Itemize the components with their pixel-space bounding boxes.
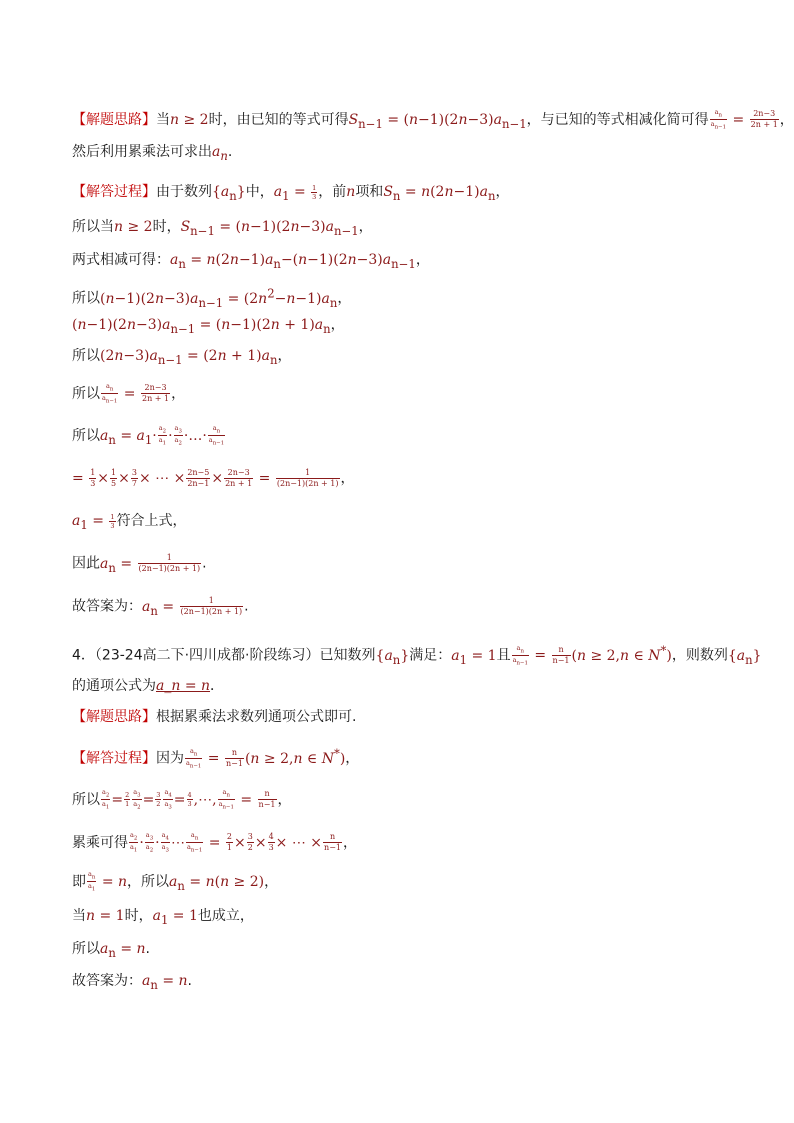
q4-process-line-6: 所以$a_n = n$. [72,941,150,960]
q3-process-line-10: $a_1$ = $\frac{1}{3}$ 符合上式， [72,512,187,532]
q3-process-line-9: = $\frac{1}{3}$ × $\frac{1}{5}$ × $\frac{3}{7}$ × ⋯ × $\frac{2n-5}{2n-1}$ × $\frac{2n-3}{2n + 1}$ = $\frac{1}{(2n-1)(2n + 1)}$ ， [72,468,355,488]
q4-process-line-4: 即 $\frac{a_n}{a_1}$ = n，所以$a_n = n(n \ge 2)$， [72,870,279,893]
solve-idea-tag: 【解题思路】 [72,111,156,128]
solve-process-tag: 【解答过程】 [72,184,156,200]
q3-process-line-7: 所以 $\frac{a_n}{a_{n-1}}$ = $\frac{2n-3}{2n + 1}$ ， [72,382,186,405]
q3-process-line-8: 所以$a_n = a_1\cdot$ $\frac{a_2}{a_1}$ · $\frac{a_3}{a_2}$ ·…· $\frac{a_n}{a_{n-1}}$ [72,424,225,447]
q3-idea-line-1: 【解题思路】当n ≥ 2时，由已知的等式可得$S_{n-1} = (n-1)(2n-3)a_{n-1}$，与已知的等式相减化简可得 $\frac{a_n}{a_{n-1}}$ = $\frac{2n-3}{2n + 1}$ ， [72,108,794,131]
q3-process-line-4: 所以$(n-1)(2n-3)a_{n-1} = (2n^2-n-1)a_n$， [72,286,352,310]
q4-idea-line: 【解题思路】根据累乘法求数列通项公式即可. [72,709,357,725]
q3-process-line-1: 【解答过程】由于数列$\{a_n\}$中，$a_1$ = $\frac{1}{3}$ ，前n项和$S_n = n(2n-1)a_n$， [72,183,510,203]
q4-process-line-1: 【解答过程】因为 $\frac{a_n}{a_{n-1}}$ = $\frac{n}{n-1}$ (n ≥ 2,n ∈ N*)， [72,746,360,770]
question-source: （23-24高二下·四川成都·阶段练习） [94,647,320,664]
q4-stem-line-1: 4．（23-24高二下·四川成都·阶段练习）已知数列$\{a_n\}$满足：$a_1 = 1$且 $\frac{a_n}{a_{n-1}}$ = $\frac{n}{n-1}$ (n ≥ 2,n ∈ N*)，则数列$\{a_n\}$ [72,643,762,667]
q3-process-line-6: 所以$(2n-3)a_{n-1} = (2n + 1)a_n$， [72,348,292,367]
q3-process-line-5: $(n-1)(2n-3)a_{n-1} = (n-1)(2n + 1)a_n$， [72,317,345,336]
q4-process-line-2: 所以 $\frac{a_2}{a_1}$ = $\frac{2}{1}$ $\frac{a_3}{a_2}$ = $\frac{3}{2}$ $\frac{a_4}{a_3}$ = $\frac{4}{3}$ ,⋯, $\frac{a_n}{a_{n-1}}$ = $\frac{n}{n-1}$ ， [72,788,292,811]
q4-process-line-3: 累乘可得 $\frac{a_2}{a_1}$ · $\frac{a_3}{a_2}$ · $\frac{a_4}{a_3}$ ⋯ $\frac{a_n}{a_{n-1}}$ = $\frac{2}{1}$ × $\frac{3}{2}$ × $\frac{4}{3}$ × ⋯ × $\frac{n}{n-1}$ ， [72,831,357,854]
answer-blank: a_n = n [156,678,211,694]
solve-process-tag: 【解答过程】 [72,750,156,767]
q3-idea-line-2: 然后利用累乘法可求出$a_n$. [72,144,233,163]
q3-process-line-2: 所以当n ≥ 2时，$S_{n-1} = (n-1)(2n-3)a_{n-1}$， [72,219,373,238]
solve-idea-tag: 【解题思路】 [72,709,156,725]
q4-process-line-7: 故答案为：$a_n = n$. [72,973,192,992]
q4-stem-line-2: 的通项公式为a_n = n． [72,678,225,694]
q3-process-line-3: 两式相减可得：$a_n = n(2n-1)a_n-(n-1)(2n-3)a_{n-1}$， [72,252,430,271]
q4-process-line-5: 当n = 1时，$a_1 = 1$也成立， [72,908,254,927]
q3-process-line-12: 故答案为：$a_n$ = $\frac{1}{(2n-1)(2n + 1)}$ . [72,596,249,618]
q3-process-line-11: 因此$a_n$ = $\frac{1}{(2n-1)(2n + 1)}$ . [72,553,207,575]
question-number: 4． [72,647,95,664]
